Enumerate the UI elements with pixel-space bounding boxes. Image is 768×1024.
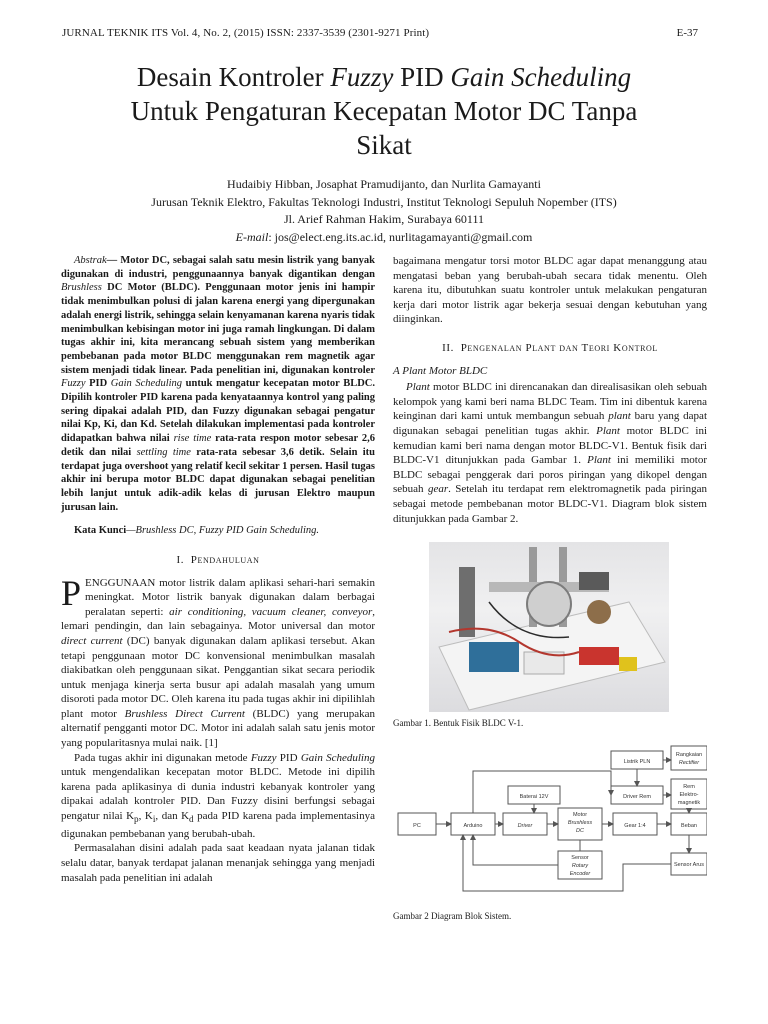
subscript: p <box>134 814 139 825</box>
abstract-label: Abstrak <box>74 255 107 266</box>
abstract <box>61 254 375 514</box>
email-addresses: : jos@elect.eng.its.ac.id, nurlitagamayanti@gmail.com <box>268 229 533 244</box>
body-text: Plant <box>596 424 620 437</box>
body-text: Pada tugas akhir ini digunakan metode <box>74 751 251 764</box>
abstract-text: Brushless <box>61 282 102 294</box>
diagram-label: Rotary <box>571 862 589 869</box>
hardware-illustration <box>429 542 669 712</box>
diagram-label: Baterai 12V <box>519 793 549 800</box>
subscript: d <box>189 814 194 825</box>
right-column <box>393 254 707 924</box>
author-names: Hudaibiy Hibban, Josaphat Pramudijanto, dan Nurlita Gamayanti <box>227 177 541 191</box>
body-text: motor BLDC ini kemudian kami beri nama dengan motor BLDC-V1. Bentuk fisik dari BLDC-V1 ditunjukkan pada Gambar 1. <box>393 424 708 467</box>
diagram-label: DC <box>576 827 584 834</box>
figure-1-caption: Gambar 1. Bentuk Fisik BLDC V-1. <box>393 718 524 729</box>
body-text: motor BLDC ini direncanakan dan direalisasikan oleh sebuah kelompok yang kami beri nama BLDC Team. Tim ini dibentuk karena keinginan dari kami untuk membangun sebuah <box>393 381 707 423</box>
section-title: Pendahuluan <box>190 553 260 566</box>
affiliation: Jurusan Teknik Elektro, Fakultas Teknologi Industri, Institut Teknologi Sepuluh Nopember (ITS) <box>151 194 617 209</box>
body-text: (BLDC) yang merupakan alternatif pengganti motor DC. Motor ini adalah salah satu jenis motor yang popularitasnya mulai naik. [1] <box>61 707 375 750</box>
diagram-label: Rectifier <box>678 759 700 766</box>
body-text: (DC) banyak digunakan dalam aplikasi tersebut. Akan tetapi penggunaan motor DC konvensional menimbulkan masalah diakibatkan oleh penggunaan sikat. Penggantian sikat secara periodik untuk menjaga kinerja serta busur api adalah masalah yang umum disoroti pada motor DC. Oleh karena itu pada tugas akhir ini dipilihlah plant motor <box>61 634 375 720</box>
author-block <box>40 176 728 246</box>
journal-header: JURNAL TEKNIK ITS Vol. 4, No. 2, (2015) ISSN: 2337-3539 (2301-9271 Print) <box>62 27 430 39</box>
block-diagram-svg <box>393 741 707 901</box>
diagram-label: Rem <box>683 783 695 790</box>
diagram-label: Gear 1:4 <box>624 822 646 829</box>
section-number: I. <box>176 553 185 566</box>
block-diagram <box>393 741 707 906</box>
abstract-text: Fuzzy <box>61 378 86 390</box>
intro-paragraph-3: Permasalahan disini adalah pada saat keadaan nyata jalanan tidak selalu datar, banyak terdapat jalanan menanjak sehingga yang menjadi masalah pada penelitian ini adalah <box>61 842 375 884</box>
abstract-text: rise time <box>173 433 212 445</box>
page-number: E-37 <box>676 27 698 39</box>
diagram-label: Brushless <box>567 819 593 826</box>
intro-paragraph-1 <box>61 572 375 751</box>
abstract-text: untuk mengatur kecepatan motor BLDC. Dipilih kontroler PID karena pada kenyataannya kontrol yang paling sering dipakai adalah PID, dan Fuzzy digunakan sebagai pengatur nilai Kp, Ki, dan Kd. Setelah dilakukan implementasi pada kontroler didapatkan bahwa nilai <box>61 378 375 445</box>
keywords-text: —Brushless DC, Fuzzy PID Gain Scheduling. <box>126 525 319 537</box>
section-heading-1 <box>61 553 375 568</box>
title-line: Untuk Pengaturan Kecepatan Motor DC Tanpa <box>130 96 638 126</box>
diagram-label: magnetik <box>677 799 701 806</box>
diagram-label: Beban <box>681 822 697 829</box>
email-label: E-mail <box>235 229 269 244</box>
figure-2-caption: Gambar 2 Diagram Blok Sistem. <box>393 911 512 922</box>
diagram-label: Sensor <box>571 854 589 861</box>
body-text: , dan K <box>155 810 190 823</box>
body-text: . Setelah itu terdapat rem elektromagnetik pada piringan sebagai metode pembebanan motor BLDC-V1. Diagram blok sistem ditunjukkan pada Gambar 2. <box>393 483 707 525</box>
abstract-text: Gain Scheduling <box>110 378 183 390</box>
diagram-label: Arduino <box>463 822 483 829</box>
section-number: II. <box>442 341 454 354</box>
section-title: Pengenalan Plant dan Teori Kontrol <box>460 341 658 354</box>
abstract-text: settling time <box>136 446 191 458</box>
title-part: Gain Scheduling <box>450 62 632 92</box>
body-text: , lemari pendingin, dan lain sebagainya. Motor universal dan motor <box>61 605 375 633</box>
diagram-label: Listrik PLN <box>623 758 651 765</box>
intro-paragraph-2 <box>61 751 375 842</box>
body-text: air conditioning, vacuum cleaner, conveyor <box>169 605 373 618</box>
body-text: untuk mengendalikan kecepatan motor BLDC. Metode ini dipilih karena pada aplikasinya di dunia industri kebanyak kontroler yang dipakai adalah kontroler PID. Dan Fuzzy disini berfungsi sebagai pengatur nilai K <box>61 766 375 823</box>
bldc-hardware-photo <box>429 542 669 712</box>
block-rectifier <box>671 746 707 770</box>
body-text: Fuzzy <box>250 751 277 764</box>
paper-title <box>40 60 728 162</box>
section-heading-2 <box>393 341 707 356</box>
body-text: direct current <box>61 634 123 647</box>
diagram-label: Driver <box>517 822 533 829</box>
subsection-heading: A Plant Motor BLDC <box>393 364 488 377</box>
abstract-text: rata-rata respon motor sebesar 2,6 detik dan nilai <box>61 433 376 458</box>
left-column <box>61 254 375 885</box>
diagram-label: Driver Rem <box>623 793 651 800</box>
body-text: ENGGUNAAN motor listrik dalam aplikasi sehari-hari semakin meningkat. Motor listrik banyak digunakan dalam berbagai peralatan seperti: <box>85 576 375 618</box>
diagram-label: Sensor Arus <box>674 861 704 868</box>
diagram-label: Motor <box>572 811 588 818</box>
diagram-label: PC <box>413 822 421 829</box>
keywords <box>61 524 375 539</box>
body-text: gear <box>427 483 449 496</box>
keywords-label: Kata Kunci <box>74 525 127 537</box>
body-text: Plant <box>406 381 430 394</box>
diagram-label: Encoder <box>569 870 591 877</box>
title-part: Fuzzy <box>330 62 394 92</box>
body-text: plant <box>608 410 631 423</box>
abstract-text: PID <box>85 378 111 390</box>
subscript: i <box>152 814 156 825</box>
body-text: ini memiliki motor BLDC sebagai penggerak dari poros piringan yang dikopel dengan sebuah <box>393 454 708 496</box>
body-text: pada PID karena pada implementasinya digunakan pembebanan yang berubah-ubah. <box>61 810 375 840</box>
plant-paragraph <box>393 380 707 526</box>
address: Jl. Arief Rahman Hakim, Surabaya 60111 <box>283 212 485 226</box>
body-text: , K <box>138 810 153 823</box>
title-part: PID <box>393 62 451 92</box>
diagram-label: Elektro- <box>679 791 699 798</box>
body-text: Gain Scheduling <box>300 751 375 764</box>
abstract-text: — Motor DC, sebagai salah satu mesin listrik yang banyak digunakan di industri, penggunaannya banyak digantikan dengan <box>61 255 375 280</box>
body-text: Brushless Direct Current <box>124 707 245 720</box>
diagram-label: Rangkaian <box>675 751 703 758</box>
title-part: Desain Kontroler <box>136 62 331 92</box>
body-text: Plant <box>587 454 611 467</box>
abstract-text: DC Motor (BLDC). Penggunaan motor jenis ini hampir tidak menimbulkan polusi di jalan karena energi yang dipergunakan adalah energi listrik, sehingga selain kenyamanan karena nyaris tidak menimbulkan kebisingan motor ini juga ramah lingkungan. Di dalam tugas akhir ini, kita merancang sebuah sistem yang memberikan pembebanan pada motor BLDC menggunakan rem magnetik agar sistem menjadi tidak linear. Pada penelitian ini, digunakan kontroler <box>61 282 375 376</box>
continued-paragraph: bagaimana mengatur torsi motor BLDC agar dapat menanggung atau mengatasi beban yang berubah-ubah secara tidak menentu. Oleh karena itu, dibutuhkan suatu kontroler untuk melakukan pengaturan kerja dari motor listrik agar bekerja sesuai dengan kebutuhan yang diinginkan. <box>393 255 707 326</box>
body-text: baru yang dapat digunakan sebagai penelitian tugas akhir. <box>393 410 707 437</box>
abstract-text: rata-rata sebesar 3,6 detik. Selain itu terdapat juga overshoot yang relatif kecil sekitar 1 persen. Hasil tugas akhir ini berupa motor BLDC dapat digunakan sebagai penelitian lebih lanjut untuk adik-adik kelas di jurusan Elektro maupun jurusan lain. <box>61 446 376 513</box>
body-text: PID <box>276 751 301 764</box>
drop-cap: P <box>61 572 82 613</box>
title-line: Sikat <box>356 130 412 160</box>
